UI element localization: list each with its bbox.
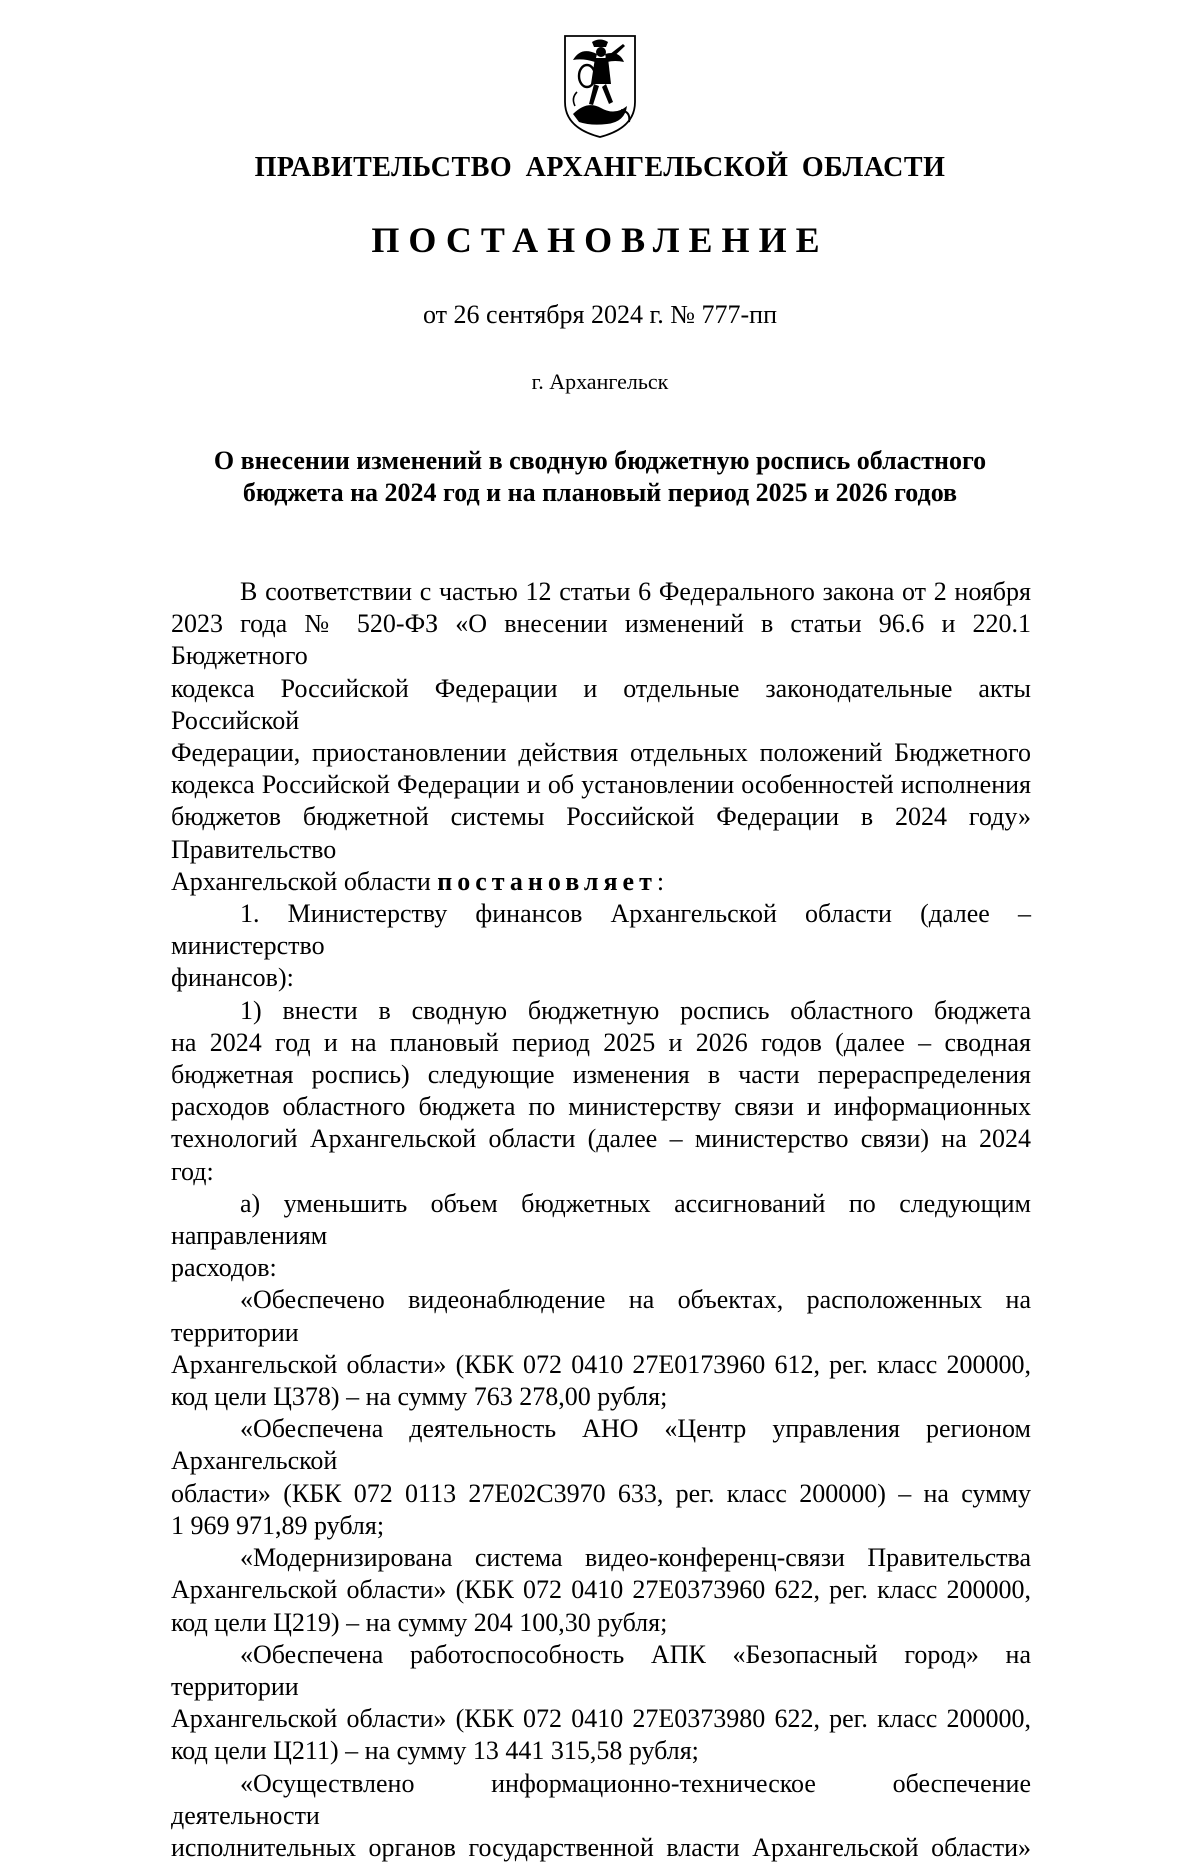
text-line: финансов): [171, 963, 294, 993]
text-fragment: Архангельской области [171, 866, 438, 896]
text-line: кодекса Российской Федерации и отдельные законодательные акты Российской [171, 673, 1031, 735]
decree-word: постановляет [437, 866, 657, 896]
document-title [170, 445, 1030, 509]
text-line: технологий Архангельской области (далее – министерство связи) на 2024 год: [171, 1124, 1031, 1186]
paragraph-subitem-1 [171, 995, 1031, 1188]
text-line: Федерации, приостановлении действия отдельных положений Бюджетного [171, 738, 1031, 768]
text-line [171, 866, 1031, 898]
coat-of-arms-emblem [561, 32, 639, 140]
text-line: области» (КБК 072 0113 27Е02С3970 633, рег. класс 200000) – на сумму [171, 1478, 1031, 1508]
title-line: О внесении изменений в сводную бюджетную роспись областного [213, 446, 987, 475]
text-line: исполнительных органов государственной власти Архангельской области» [171, 1832, 1031, 1862]
text-line: 2023 года № 520-ФЗ «О внесении изменений в статьи 96.6 и 220.1 Бюджетного [171, 609, 1031, 671]
paragraph-expense-item [171, 1284, 1031, 1413]
text-line: код цели Ц211) – на сумму 13 441 315,58 рубля; [171, 1736, 699, 1766]
text-line: на 2024 год и на плановый период 2025 и 2026 годов (далее – сводная [171, 1027, 1031, 1057]
title-line: бюджета на 2024 год и на плановый период 2025 и 2026 годов [242, 478, 958, 507]
text-line: Архангельской области» (КБК 072 0410 27Е0373980 622, рег. класс 200000, [171, 1704, 1031, 1734]
paragraph-preamble [171, 576, 1031, 898]
text-line: В соответствии с частью 12 статьи 6 Федерального закона от 2 ноября [240, 577, 1031, 606]
document-body [171, 576, 1031, 1864]
text-line: а) уменьшить объем бюджетных ассигнований по следующим направлениям [171, 1188, 1031, 1251]
paragraph-subitem-a [171, 1188, 1031, 1285]
text-line: кодекса Российской Федерации и об установлении особенностей исполнения [171, 770, 1031, 800]
text-line: 1) внести в сводную бюджетную роспись областного бюджета [240, 995, 1031, 1025]
document-city: г. Архангельск [531, 369, 669, 394]
document-type: ПОСТАНОВЛЕНИЕ [371, 220, 829, 260]
text-line: код цели Ц378) – на сумму 763 278,00 рубля; [171, 1382, 668, 1412]
text-line: код цели Ц219) – на сумму 204 100,30 рубля; [171, 1607, 668, 1637]
text-line: расходов областного бюджета по министерству связи и информационных [171, 1092, 1031, 1122]
text-line: «Обеспечена работоспособность АПК «Безопасный город» на территории [171, 1639, 1031, 1701]
text-line: Архангельской области» (КБК 072 0410 27Е0173960 612, рег. класс 200000, [171, 1349, 1031, 1379]
text-line: 1. Министерству финансов Архангельской области (далее – министерство [171, 899, 1031, 961]
text-line: Архангельской области» (КБК 072 0410 27Е0373960 622, рег. класс 200000, [171, 1575, 1031, 1605]
text-line: «Обеспечено видеонаблюдение на объектах, расположенных на территории [171, 1285, 1031, 1347]
document-date-number: от 26 сентября 2024 г. № 777-пп [422, 300, 778, 329]
paragraph-expense-item [171, 1413, 1031, 1542]
text-line: «Модернизирована система видео-конференц-связи Правительства [240, 1543, 1031, 1573]
paragraph-expense-item [171, 1639, 1031, 1768]
text-line: расходов: [171, 1253, 277, 1283]
text-line: бюджетов бюджетной системы Российской Федерации в 2024 году» Правительство [171, 802, 1031, 864]
paragraph-expense-item [171, 1542, 1031, 1639]
text-fragment: : [656, 866, 665, 896]
organization-name: ПРАВИТЕЛЬСТВО АРХАНГЕЛЬСКОЙ ОБЛАСТИ [254, 152, 946, 183]
text-line: «Обеспечена деятельность АНО «Центр управления регионом Архангельской [171, 1414, 1031, 1476]
text-line: 1 969 971,89 рубля; [171, 1510, 385, 1540]
paragraph-item-1 [171, 898, 1031, 995]
text-line: бюджетная роспись) следующие изменения в части перераспределения [171, 1060, 1031, 1090]
text-line: «Осуществлено информационно-техническое обеспечение деятельности [171, 1768, 1031, 1830]
paragraph-expense-item [171, 1768, 1031, 1864]
